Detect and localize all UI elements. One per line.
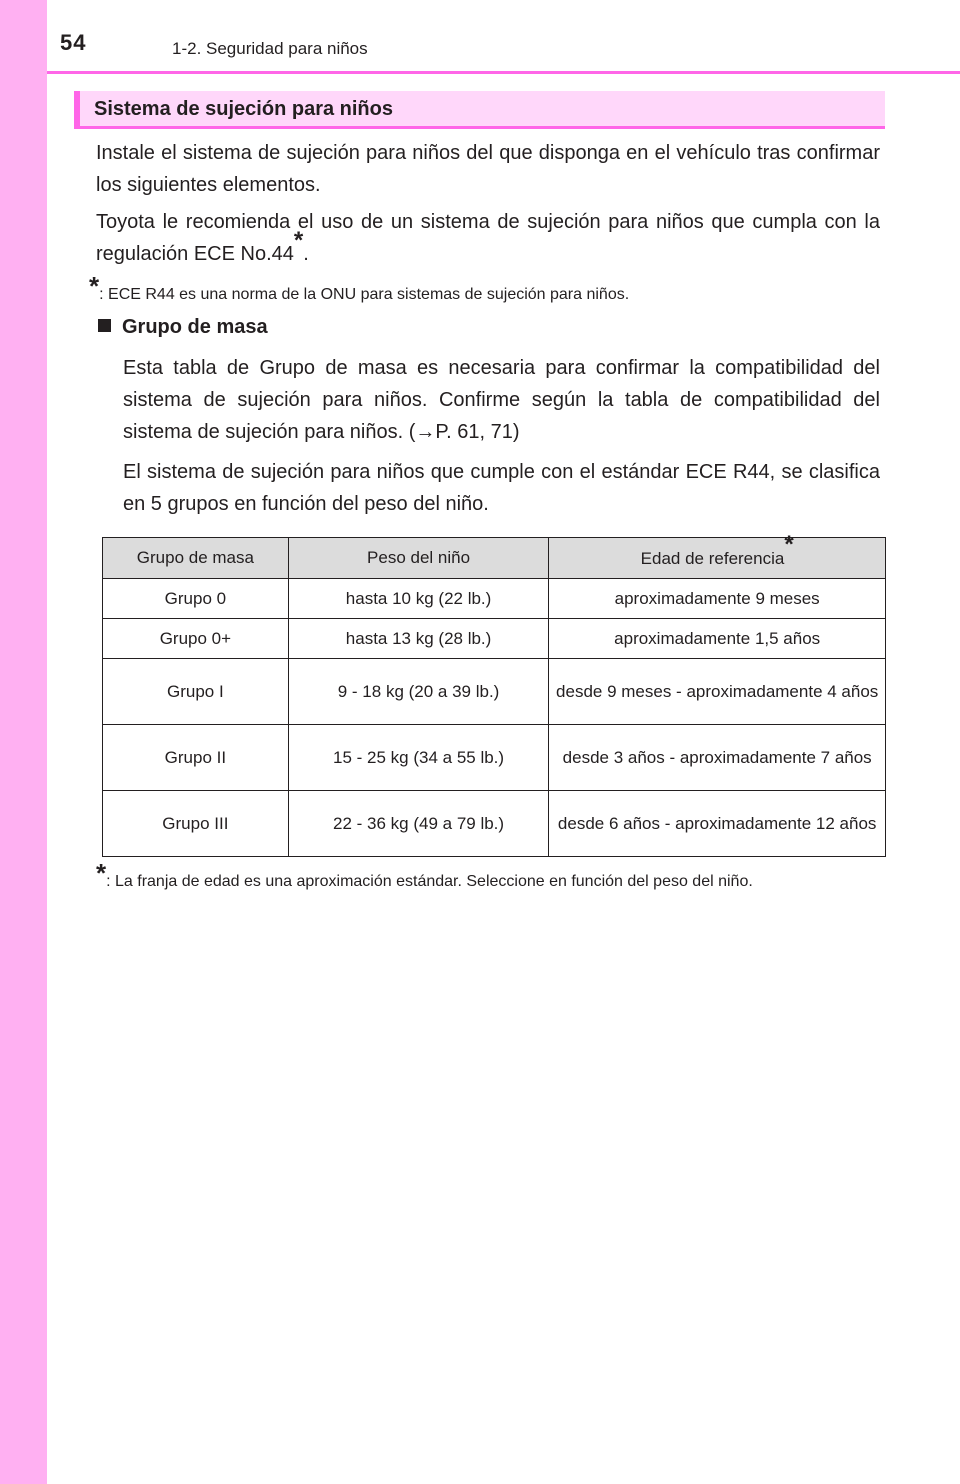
mass-group-table bbox=[102, 530, 886, 857]
table-header-cell bbox=[549, 530, 886, 579]
table-header-row bbox=[103, 538, 886, 579]
classification-paragraph: El sistema de sujeción para niños que cumple con el estándar ECE R44, se clasifica en 5 grupos en función del peso del niño. bbox=[123, 461, 880, 515]
section-heading: Sistema de sujeción para niños bbox=[94, 98, 393, 120]
table-cell: hasta 10 kg (22 lb.) bbox=[288, 579, 549, 619]
header-text: Edad de referencia bbox=[640, 548, 785, 568]
footnote-ece bbox=[89, 271, 889, 308]
table-cell: aproximadamente 1,5 años bbox=[549, 619, 886, 659]
header-rule bbox=[47, 71, 960, 74]
asterisk-marker: * bbox=[96, 858, 107, 889]
recommendation-paragraph bbox=[96, 206, 880, 270]
recommendation-end: . bbox=[303, 243, 309, 265]
table-cell: Grupo 0+ bbox=[103, 619, 289, 659]
section-title: 1-2. Seguridad para niños bbox=[172, 39, 368, 58]
table-cell: desde 6 años - aproximadamente 12 años bbox=[549, 791, 886, 857]
table-cell: desde 9 meses - aproximadamente 4 años bbox=[549, 659, 886, 725]
page-number: 54 bbox=[60, 30, 87, 55]
table-cell: aproximadamente 9 meses bbox=[549, 579, 886, 619]
table-row bbox=[103, 725, 886, 791]
table-header-cell: Peso del niño bbox=[288, 538, 549, 579]
table-cell: 9 - 18 kg (20 a 39 lb.) bbox=[288, 659, 549, 725]
table-row bbox=[103, 619, 886, 659]
mass-group-text: Esta tabla de Grupo de masa es necesaria para confirmar la compatibilidad del sistema de sujeción para niños. Confirme según la tabla de compatibilidad del sistema de sujeción para niños. ( bbox=[123, 357, 880, 443]
footnote-age-text: : La franja de edad es una aproximación estándar. Seleccione en función del peso del niño. bbox=[106, 873, 753, 890]
section-heading-bar bbox=[74, 91, 885, 129]
asterisk-marker: * bbox=[89, 271, 100, 302]
table-row bbox=[103, 791, 886, 857]
asterisk-marker: * bbox=[784, 530, 794, 558]
table-cell: hasta 13 kg (28 lb.) bbox=[288, 619, 549, 659]
intro-paragraph: Instale el sistema de sujeción para niños del que disponga en el vehículo tras confirmar los siguientes elementos. bbox=[96, 142, 880, 196]
table-cell: 15 - 25 kg (34 a 55 lb.) bbox=[288, 725, 549, 791]
page-reference: P. 61, 71) bbox=[435, 421, 520, 443]
table-cell: Grupo 0 bbox=[103, 579, 289, 619]
table-row bbox=[103, 579, 886, 619]
page-side-tab bbox=[0, 0, 47, 1484]
mass-group-paragraph bbox=[123, 352, 880, 448]
table-row bbox=[103, 659, 886, 725]
table-cell: Grupo I bbox=[103, 659, 289, 725]
subheading-text: Grupo de masa bbox=[122, 316, 268, 338]
table-header-cell: Grupo de masa bbox=[103, 538, 289, 579]
table-cell: desde 3 años - aproximadamente 7 años bbox=[549, 725, 886, 791]
table-cell: Grupo III bbox=[103, 791, 289, 857]
arrow-icon: → bbox=[415, 421, 436, 443]
recommendation-text: Toyota le recomienda el uso de un sistema de sujeción para niños que cumpla con la regulación ECE No.44 bbox=[96, 211, 880, 265]
footnote-ece-text: : ECE R44 es una norma de la ONU para sistemas de sujeción para niños. bbox=[99, 286, 630, 303]
asterisk-marker: * bbox=[293, 227, 304, 254]
table-cell: 22 - 36 kg (49 a 79 lb.) bbox=[288, 791, 549, 857]
subheading-mass-group bbox=[98, 316, 268, 339]
square-bullet-icon bbox=[98, 319, 111, 332]
table-cell: Grupo II bbox=[103, 725, 289, 791]
footnote-age bbox=[96, 858, 906, 895]
